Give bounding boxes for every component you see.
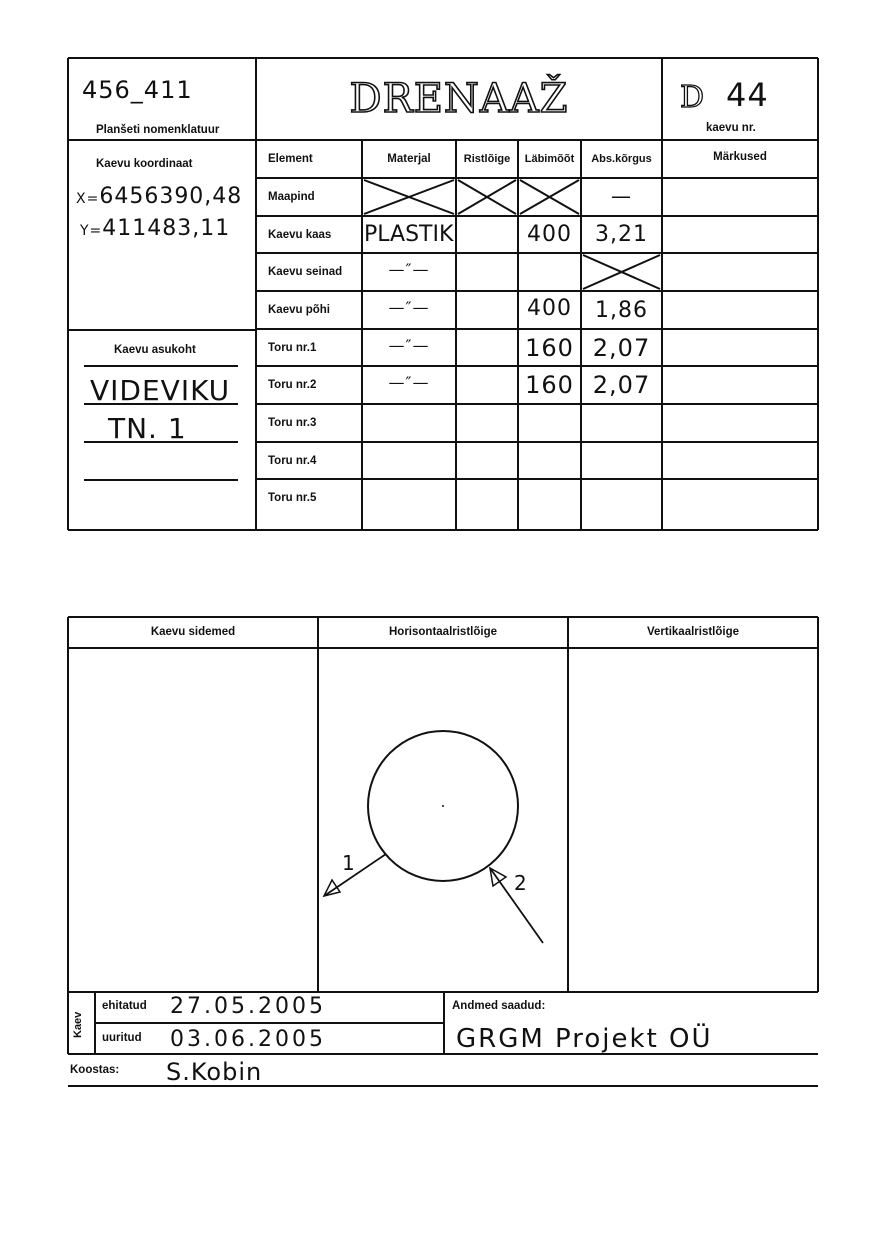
row-label-toru-5: Toru nr.5 (268, 492, 317, 504)
built-label: ehitatud (102, 1000, 147, 1012)
built-date: 27.05.2005 (170, 994, 326, 1019)
row-label-kaevu-seinad: Kaevu seinad (268, 266, 343, 278)
cell-toru2-labimoot: 160 (525, 371, 574, 399)
well-prefix: D (680, 80, 705, 115)
panel-header-horizontal: Horisontaalristlõige (389, 626, 497, 638)
well-number: 44 (726, 76, 769, 114)
cell-maapind-abs: — (611, 184, 632, 208)
cell-kaas-labimoot: 400 (527, 222, 572, 247)
surveyed-date: 03.06.2005 (170, 1027, 326, 1052)
col-header-abs-korgus: Abs.kõrgus (591, 153, 652, 165)
cell-seinad-materjal: —″— (388, 260, 430, 279)
data-source-label: Andmed saadud: (452, 1000, 546, 1012)
col-header-materjal: Materjal (387, 153, 431, 165)
cell-pohi-labimoot: 400 (527, 296, 572, 321)
row-label-toru-4: Toru nr.4 (268, 455, 317, 467)
row-label-toru-3: Toru nr.3 (268, 417, 317, 429)
location-label: Kaevu asukoht (114, 344, 196, 356)
row-label-maapind: Maapind (268, 191, 315, 203)
panel-header-vertical: Vertikaalristlõige (646, 626, 740, 638)
row-label-toru-2: Toru nr.2 (268, 379, 317, 391)
author-label: Koostas: (70, 1064, 120, 1076)
cell-pohi-abs: 1,86 (595, 298, 648, 323)
row-label-kaevu-pohi: Kaevu põhi (268, 304, 330, 316)
col-header-markused: Märkused (713, 151, 767, 163)
cell-kaas-abs: 3,21 (595, 222, 648, 247)
pipe-1-label: 1 (342, 851, 355, 875)
cell-kaas-materjal: PLASTIK (364, 222, 454, 247)
cell-toru1-labimoot: 160 (525, 334, 574, 362)
surveyed-label: uuritud (102, 1032, 142, 1044)
sheet-number: 456_411 (82, 76, 193, 104)
pipe-1-line (324, 854, 386, 896)
page-title: DRENAAŽ (349, 76, 569, 122)
col-header-labimoot: Läbimõõt (524, 153, 575, 165)
pipe-2-label: 2 (514, 871, 527, 895)
col-header-ristloige: Ristlõige (463, 153, 511, 165)
col-header-element: Element (268, 153, 313, 165)
coordinates-label: Kaevu koordinaat (96, 158, 193, 170)
cell-toru1-materjal: —″— (388, 336, 430, 355)
location-line-1: VIDEVIKU (90, 374, 231, 407)
cell-toru1-abs: 2,07 (592, 334, 651, 362)
coordinate-y: Y=411483,11 (80, 216, 231, 241)
row-label-toru-1: Toru nr.1 (268, 342, 317, 354)
cell-toru2-materjal: —″— (388, 373, 430, 392)
row-label-kaevu-kaas: Kaevu kaas (268, 229, 332, 241)
author-value: S.Kobin (166, 1058, 263, 1086)
coordinate-x: X=6456390,48 (76, 184, 243, 209)
cell-toru2-abs: 2,07 (592, 371, 651, 399)
sheet-label: Planšeti nomenklatuur (96, 124, 220, 136)
cell-pohi-materjal: —″— (388, 298, 430, 317)
horizontal-section-drawing (318, 648, 568, 992)
data-source-value: GRGM Projekt OÜ (456, 1024, 713, 1054)
well-label: kaevu nr. (706, 122, 756, 134)
location-line-2: TN. 1 (108, 412, 187, 445)
panel-header-connections: Kaevu sidemed (150, 626, 236, 638)
footer-side-label: Kaev (72, 1011, 84, 1038)
